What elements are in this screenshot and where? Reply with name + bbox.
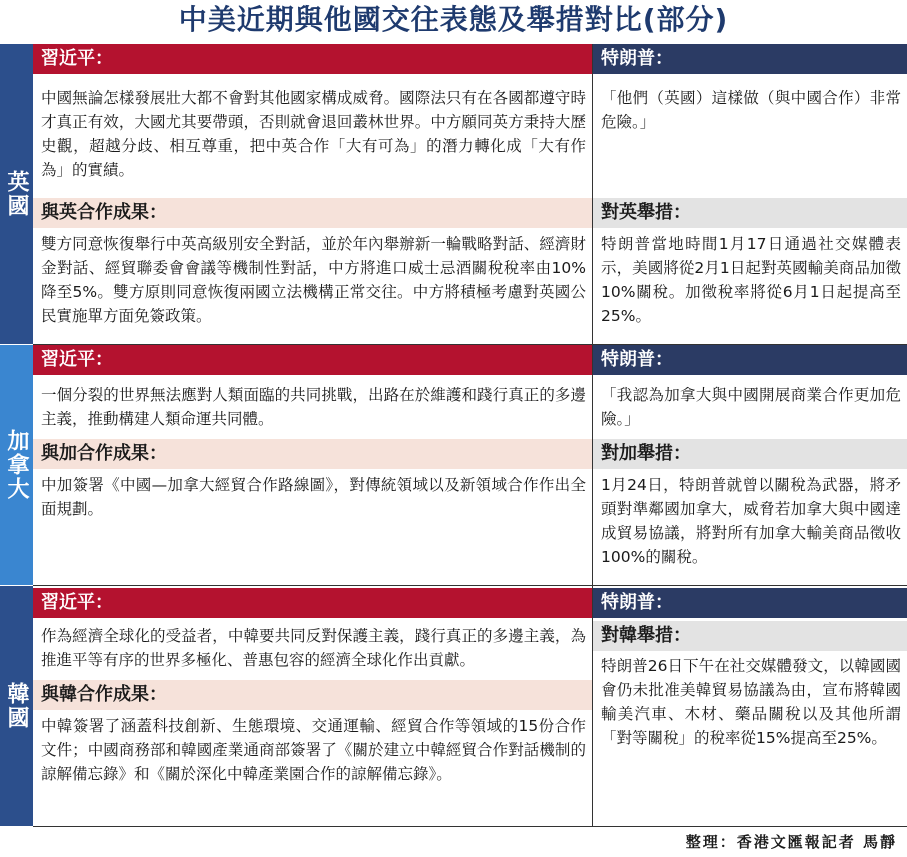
coop-header-korea: 與韓合作成果： [33,680,592,710]
country-label-uk: 英國 [0,44,33,344]
trump-header-korea: 特朗普： [593,588,907,618]
measure-text-canada: 1月24日，特朗普就曾以關稅為武器，將矛頭對準鄰國加拿大，威脅若加拿大與中國達成貿易協議，將對所有加拿大輸美商品徵收100%的關稅。 [601,476,901,566]
divider [33,585,907,586]
measure-text-korea: 特朗普26日下午在社交媒體發文，以韓國國會仍未批准美韓貿易協議為由，宣布將韓國輸美汽車、木材、藥品關稅以及其他所謂「對等關稅」的稅率從15%提高至25%。 [601,657,901,747]
trump-statement-uk: 「他們（英國）這樣做（與中國合作）非常危險。」 [601,89,901,131]
trump-statement-canada: 「我認為加拿大與中國開展商業合作更加危險。」 [601,386,901,428]
coop-header-uk: 與英合作成果： [33,198,592,228]
country-label-canada: 加拿大 [0,345,33,585]
xi-statement-korea: 作為經濟全球化的受益者，中韓要共同反對保護主義，踐行真正的多邊主義，為推進平等有序的世界多極化、普惠包容的經濟全球化作出貢獻。 [41,627,586,669]
measure-header-korea: 對韓舉措： [593,621,907,651]
column-divider [592,44,593,826]
coop-result-canada: 中加簽署《中國—加拿大經貿合作路線圖》，對傳統領域以及新領域合作作出全面規劃。 [41,476,586,518]
divider [33,826,907,827]
xi-header-canada: 習近平： [33,345,592,375]
coop-result-korea: 中韓簽署了涵蓋科技創新、生態環境、交通運輸、經貿合作等領域的15份合作文件；中國商務部和韓國產業通商部簽署了《關於建立中韓經貿合作對話機制的諒解備忘錄》和《關於深化中韓產業園合作的諒解備忘錄》。 [41,717,586,783]
xi-header-korea: 習近平： [33,588,592,618]
coop-header-canada: 與加合作成果： [33,439,592,469]
credit-line: 整理：香港文匯報記者 馬靜 [685,833,897,851]
measure-text-uk: 特朗普當地時間1月17日通過社交媒體表示，美國將從2月1日起對英國輸美商品加徵10%關稅。加徵稅率將從6月1日起提高至25%。 [601,235,901,325]
trump-header-uk: 特朗普： [593,44,907,74]
trump-header-canada: 特朗普： [593,345,907,375]
coop-result-uk: 雙方同意恢復舉行中英高級別安全對話，並於年內舉辦新一輪戰略對話、經濟財金對話、經貿聯委會會議等機制性對話，中方將進口威士忌酒關稅稅率由10%降至5%。雙方原則同意恢復兩國立法機構正常交往。中方將積極考慮對英國公民實施單方面免簽政策。 [41,235,586,325]
measure-header-canada: 對加舉措： [593,439,907,469]
measure-header-uk: 對英舉措： [593,198,907,228]
xi-statement-uk: 中國無論怎樣發展壯大都不會對其他國家構成威脅。國際法只有在各國都遵守時才真正有效，大國尤其要帶頭，否則就會退回叢林世界。中方願同英方秉持大歷史觀，超越分歧、相互尊重，把中英合作「大有可為」的潛力轉化成「大有作為」的實績。 [41,89,586,179]
page-title: 中美近期與他國交往表態及舉措對比(部分) [178,3,729,36]
country-label-korea: 韓國 [0,586,33,826]
xi-statement-canada: 一個分裂的世界無法應對人類面臨的共同挑戰，出路在於維護和踐行真正的多邊主義，推動構建人類命運共同體。 [41,386,586,428]
xi-header-uk: 習近平： [33,44,592,74]
